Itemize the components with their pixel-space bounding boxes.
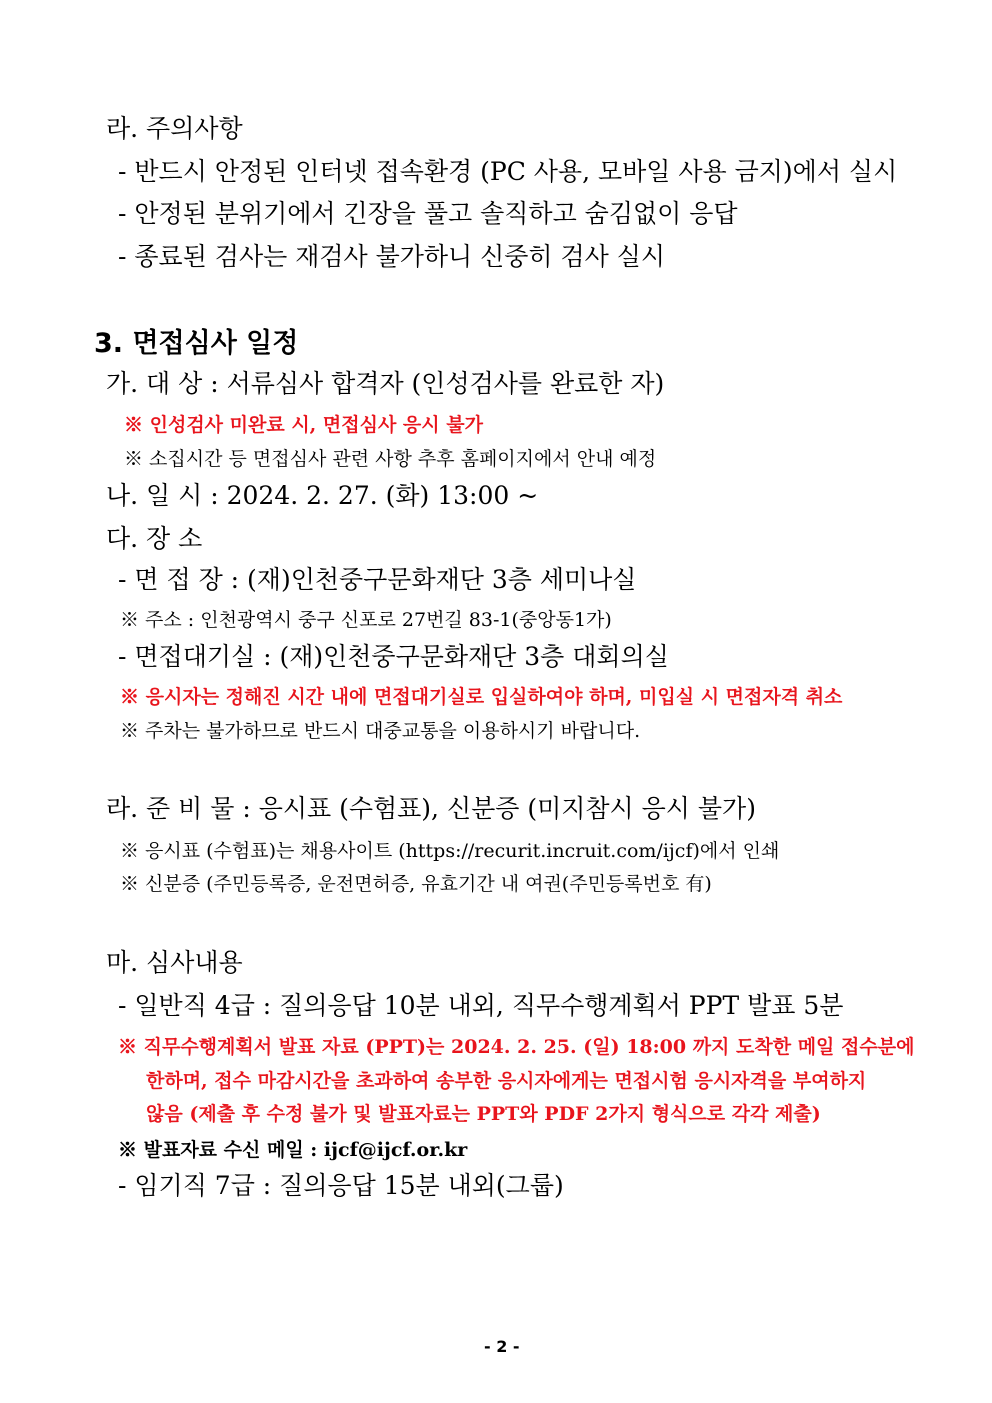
section-3-title: 3. 면접심사 일정 xyxy=(94,328,299,359)
place-heading: 다. 장 소 xyxy=(106,524,203,553)
address-note: ※ 주소 : 인천광역시 중구 신포로 27번길 83-1(중앙동1가) xyxy=(120,609,612,631)
ppt-note-line-3: 않음 (제출 후 수정 불가 및 발표자료는 PPT와 PDF 2가지 형식으로 각각 제출) xyxy=(146,1103,821,1125)
waiting-note-red: ※ 응시자는 정해진 시간 내에 면접대기실로 입실하여야 하며, 미입실 시 면접자격 취소 xyxy=(120,686,843,708)
general-line: - 일반직 4급 : 질의응답 10분 내외, 직무수행계획서 PPT 발표 5분 xyxy=(118,991,844,1020)
target-line: 가. 대 상 : 서류심사 합격자 (인성검사를 완료한 자) xyxy=(106,369,665,398)
content-heading: 마. 심사내용 xyxy=(106,948,243,977)
target-note: ※ 소집시간 등 면접심사 관련 사항 추후 홈페이지에서 안내 예정 xyxy=(124,448,657,470)
notes-item-2: - 안정된 분위기에서 긴장을 풀고 솔직하고 숨김없이 응답 xyxy=(118,199,738,228)
mail-note: ※ 발표자료 수신 메일 : ijcf@ijcf.or.kr xyxy=(118,1139,468,1161)
parking-note: ※ 주차는 불가하므로 반드시 대중교통을 이용하시기 바랍니다. xyxy=(120,720,641,742)
notes-item-1: - 반드시 안정된 인터넷 접속환경 (PC 사용, 모바일 사용 금지)에서 실시 xyxy=(118,157,898,186)
notes-heading: 라. 주의사항 xyxy=(106,114,243,143)
prep-heading: 라. 준 비 물 : 응시표 (수험표), 신분증 (미지참시 응시 불가) xyxy=(106,794,756,823)
ppt-note-line-2: 한하며, 접수 마감시간을 초과하여 송부한 응시자에게는 면접시험 응시자격을 부여하지 xyxy=(146,1070,867,1092)
contract-line: - 임기직 7급 : 질의응답 15분 내외(그룹) xyxy=(118,1171,564,1200)
ppt-note-line-1: ※ 직무수행계획서 발표 자료 (PPT)는 2024. 2. 25. (일) 18:00 까지 도착한 메일 접수분에 xyxy=(118,1036,915,1058)
datetime-line: 나. 일 시 : 2024. 2. 27. (화) 13:00 ~ xyxy=(106,481,539,510)
venue-line: - 면 접 장 : (재)인천중구문화재단 3층 세미나실 xyxy=(118,565,637,594)
notes-item-3: - 종료된 검사는 재검사 불가하니 신중히 검사 실시 xyxy=(118,242,666,271)
waiting-room-line: - 면접대기실 : (재)인천중구문화재단 3층 대회의실 xyxy=(118,642,669,671)
prep-note-2: ※ 신분증 (주민등록증, 운전면허증, 유효기간 내 여권(주민등록번호 有) xyxy=(120,873,712,895)
target-note-red: ※ 인성검사 미완료 시, 면접심사 응시 불가 xyxy=(124,414,483,436)
page-number: - 2 - xyxy=(484,1337,520,1356)
prep-note-1: ※ 응시표 (수험표)는 채용사이트 (https://recurit.incruit.com/ijcf)에서 인쇄 xyxy=(120,840,780,862)
